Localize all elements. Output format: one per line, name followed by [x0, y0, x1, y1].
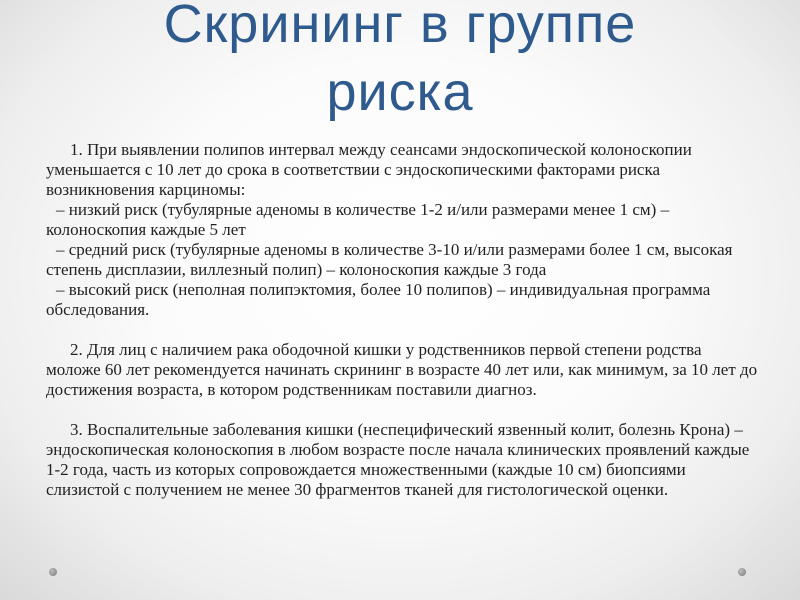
paragraph-low-risk: – низкий риск (тубулярные аденомы в количестве 1-2 и/или размерами менее 1 см) – колоноскопия каждые 5 лет	[46, 200, 670, 239]
paragraph-high-risk: – высокий риск (неполная полипэктомия, более 10 полипов) – индивидуальная программа обследования.	[46, 280, 711, 319]
slide-body	[46, 140, 758, 500]
paragraph-medium-risk: – средний риск (тубулярные аденомы в количестве 3-10 и/или размерами более 1 см, высокая степень дисплазии, виллезный полип) – колоноскопия каждые 3 года	[46, 240, 733, 279]
paragraph-inflammatory-disease: 3. Воспалительные заболевания кишки (неспецифический язвенный колит, болезнь Крона) – эндоскопическая колоноскопия в любом возрасте после начала клинических проявлений каждые 1-2 года, часть из которых сопровождается множественными (каждые 10 см) биопсиями слизистой с получением не менее 30 фрагментов тканей для гистологической оценки.	[46, 420, 750, 499]
slide-title-line-2: риска	[326, 62, 474, 122]
decorative-dot-left	[49, 568, 57, 576]
paragraph-polyp-interval: 1. При выявлении полипов интервал между сеансами эндоскопической колоноскопии уменьшается с 10 лет до срока в соответствии с эндоскопическими факторами риска возникновения карциномы:	[46, 140, 692, 199]
slide-title-line-1: Скрининг в группе	[163, 0, 637, 54]
slide-title	[0, 0, 800, 126]
decorative-dot-right	[738, 568, 746, 576]
paragraph-family-history: 2. Для лиц с наличием рака ободочной кишки у родственников первой степени родства моложе 60 лет рекомендуется начинать скрининг в возрасте 40 лет или, как минимум, за 10 лет до достижения возраста, в котором родственникам поставили диагноз.	[46, 340, 758, 399]
